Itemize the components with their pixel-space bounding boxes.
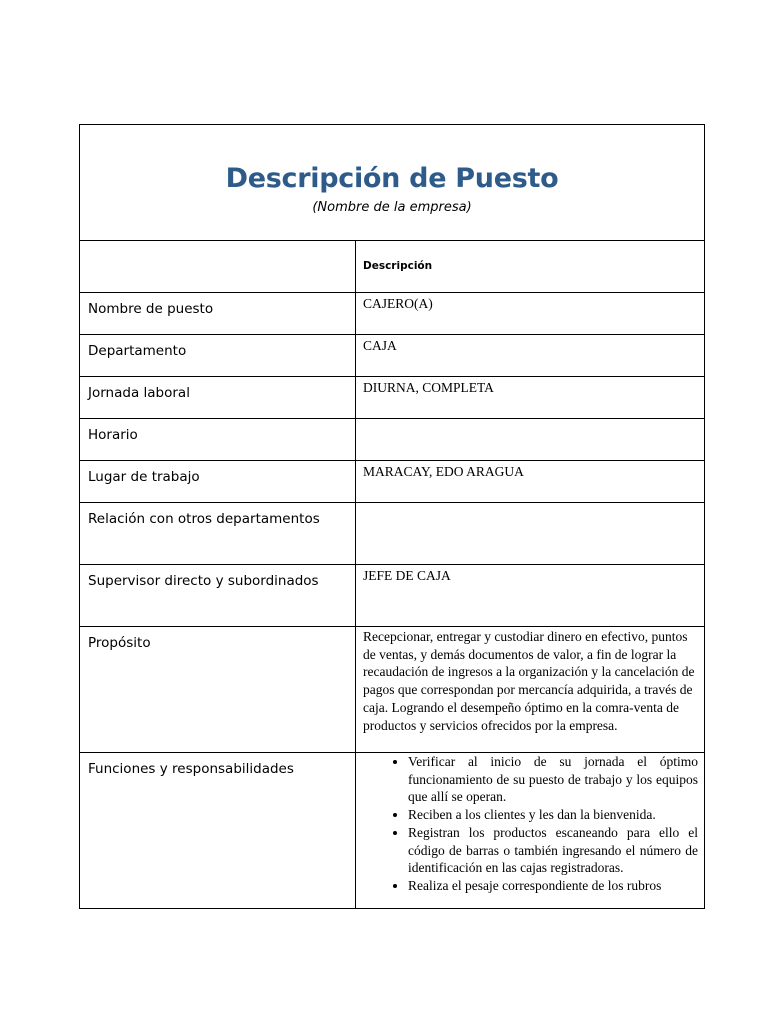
row-label-department: Departamento: [88, 343, 187, 359]
job-description-table: [79, 124, 705, 909]
row-value-supervisor: JEFE DE CAJA: [363, 568, 451, 583]
table-row: [80, 419, 705, 461]
list-item: • Reciben a los clientes y les dan la bienvenida.: [408, 806, 698, 824]
row-value-schedule: [356, 419, 704, 422]
row-label-duties: Funciones y responsabilidades: [88, 761, 294, 777]
row-label-job-name: Nombre de puesto: [88, 301, 214, 317]
row-label-purpose: Propósito: [88, 635, 151, 651]
row-value-purpose: Recepcionar, entregar y custodiar dinero en efectivo, puntos de ventas, y demás documentos de valor, a fin de lograr la recaudación de ingresos a la organización y la cancelación de pagos que correspondan por mercancía adquirida, a través de caja. Logrando el desempeño óptimo en la comra-venta de productos y servicios ofrecidos por la empresa.: [363, 629, 695, 733]
table-header-row: [80, 241, 705, 293]
row-value-job-name: CAJERO(A): [363, 296, 433, 311]
document-title: Descripción de Puesto: [225, 163, 559, 194]
column-header-description: [356, 241, 705, 293]
document-header: [80, 125, 705, 241]
row-label-workplace: Lugar de trabajo: [88, 469, 200, 485]
row-value-department: CAJA: [363, 338, 397, 353]
row-label-schedule: Horario: [88, 427, 138, 443]
list-item: • Realiza el pesaje correspondiente de los rubros: [408, 877, 698, 895]
list-item: • Verificar al inicio de su jornada el óptimo funcionamiento de su puesto de trabajo y los equipos que allí se operan.: [408, 753, 698, 806]
row-value-workplace: MARACAY, EDO ARAGUA: [363, 464, 524, 479]
table-row: [80, 565, 705, 627]
table-row: [80, 335, 705, 377]
row-label-relations: Relación con otros departamentos: [88, 511, 320, 527]
duties-list: [356, 753, 704, 895]
company-name-placeholder: (Nombre de la empresa): [312, 200, 472, 215]
row-label-workday: Jornada laboral: [88, 385, 190, 401]
table-row: [80, 293, 705, 335]
column-header-label: Descripción: [363, 260, 433, 272]
table-row: [80, 503, 705, 565]
table-row: [80, 461, 705, 503]
row-label-supervisor: Supervisor directo y subordinados: [88, 573, 319, 589]
table-row: [80, 627, 705, 753]
list-item: • Registran los productos escaneando para ello el código de barras o también ingresando el número de identificación en las cajas registradoras.: [408, 824, 698, 877]
table-row: [80, 753, 705, 909]
row-value-workday: DIURNA, COMPLETA: [363, 380, 494, 395]
row-value-relations: [356, 503, 704, 506]
empty-header-cell: [80, 241, 356, 293]
table-row: [80, 377, 705, 419]
